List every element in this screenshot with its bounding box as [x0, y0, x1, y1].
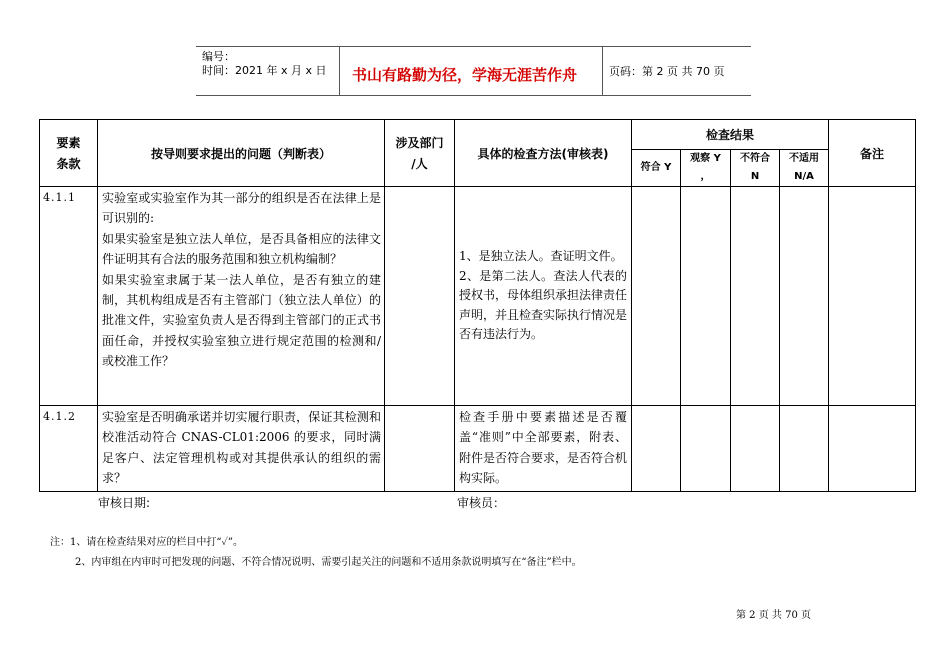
header-nonconform: 不符合 N — [731, 150, 780, 187]
table-row — [40, 406, 916, 492]
header-not-applicable: 不适用 N/A — [780, 150, 829, 187]
header-bottom-rule — [196, 95, 751, 96]
nonconform-cell[interactable] — [731, 187, 780, 406]
not-applicable-cell[interactable] — [780, 406, 829, 492]
remark-cell[interactable] — [829, 187, 916, 406]
clause-cell: 4.1.2 — [40, 406, 98, 492]
question-cell: 实验室是否明确承诺并切实履行职责，保证其检测和校准活动符合 CNAS-CL01:2006 的要求，同时满足客户、法定管理机构或对其提供承认的组织的需求？ — [98, 406, 385, 492]
observe-cell[interactable] — [681, 406, 731, 492]
method-cell: 1、是独立法人。查证明文件。 2、是第二法人。查法人代表的授权书，母体组织承担法律责任声明，并且检查实际执行情况是否有违法行为。 — [455, 187, 632, 406]
header-department: 涉及部门 /人 — [385, 120, 455, 187]
method-cell: 检查手册中要素描述是否覆盖“准则”中全部要素，附表、附件是否符合要求，是否符合机构实际。 — [455, 406, 632, 492]
header-check-result: 检查结果 — [632, 120, 829, 150]
header-divider-right — [602, 46, 603, 95]
audit-date-label: 审核日期: — [98, 496, 151, 510]
conform-cell[interactable] — [632, 406, 681, 492]
question-cell: 实验室或实验室作为其一部分的组织是否在法律上是可识别的: 如果实验室是独立法人单位，是否具备相应的法律文件证明其有合法的服务范围和独立机构编制？ 如果实验室隶属于某一法人单位，是否有独立的建制，其机构组成是否有主管部门（独立法人单位）的批准文件，实验室负责人是否得到主管部门的正式书面任命，并授权实验室独立进行规定范围的检测和/或校准工作？ — [98, 187, 385, 406]
audit-checklist-table — [39, 119, 916, 492]
header-conform: 符合 Y — [632, 150, 681, 187]
header-top-rule — [196, 46, 751, 47]
remark-cell[interactable] — [829, 406, 916, 492]
observe-cell[interactable] — [681, 187, 731, 406]
page-number-label: 页码：第 2 页 共 70 页 — [609, 65, 725, 78]
table-row — [40, 187, 916, 406]
footer-page-number: 第 2 页 共 70 页 — [736, 610, 811, 621]
header-question: 按导则要求提出的问题（判断表） — [98, 120, 385, 187]
nonconform-cell[interactable] — [731, 406, 780, 492]
note-2: 2、内审组在内审时可把发现的问题、不符合情况说明、需要引起关注的问题和不适用条款说明填写在“备注”栏中。 — [75, 557, 582, 568]
motto-text: 书山有路勤为径，学海无涯苦作舟 — [352, 66, 578, 84]
header-remark: 备注 — [829, 120, 916, 187]
conform-cell[interactable] — [632, 187, 681, 406]
header-method: 具体的检查方法(审核表) — [455, 120, 632, 187]
header-divider-left — [339, 46, 340, 95]
date-label: 时间：2021 年 x 月 x 日 — [202, 64, 327, 77]
auditor-label: 审核员： — [457, 496, 506, 510]
header-observe: 观察 Y ， — [681, 150, 731, 187]
note-1: 注：1、请在检查结果对应的栏目中打“✓”。 — [50, 537, 244, 548]
header-clause: 要素 条款 — [40, 120, 98, 187]
not-applicable-cell[interactable] — [780, 187, 829, 406]
department-cell[interactable] — [385, 187, 455, 406]
serial-number-label: 编号： — [202, 50, 235, 63]
clause-cell: 4.1.1 — [40, 187, 98, 406]
department-cell[interactable] — [385, 406, 455, 492]
